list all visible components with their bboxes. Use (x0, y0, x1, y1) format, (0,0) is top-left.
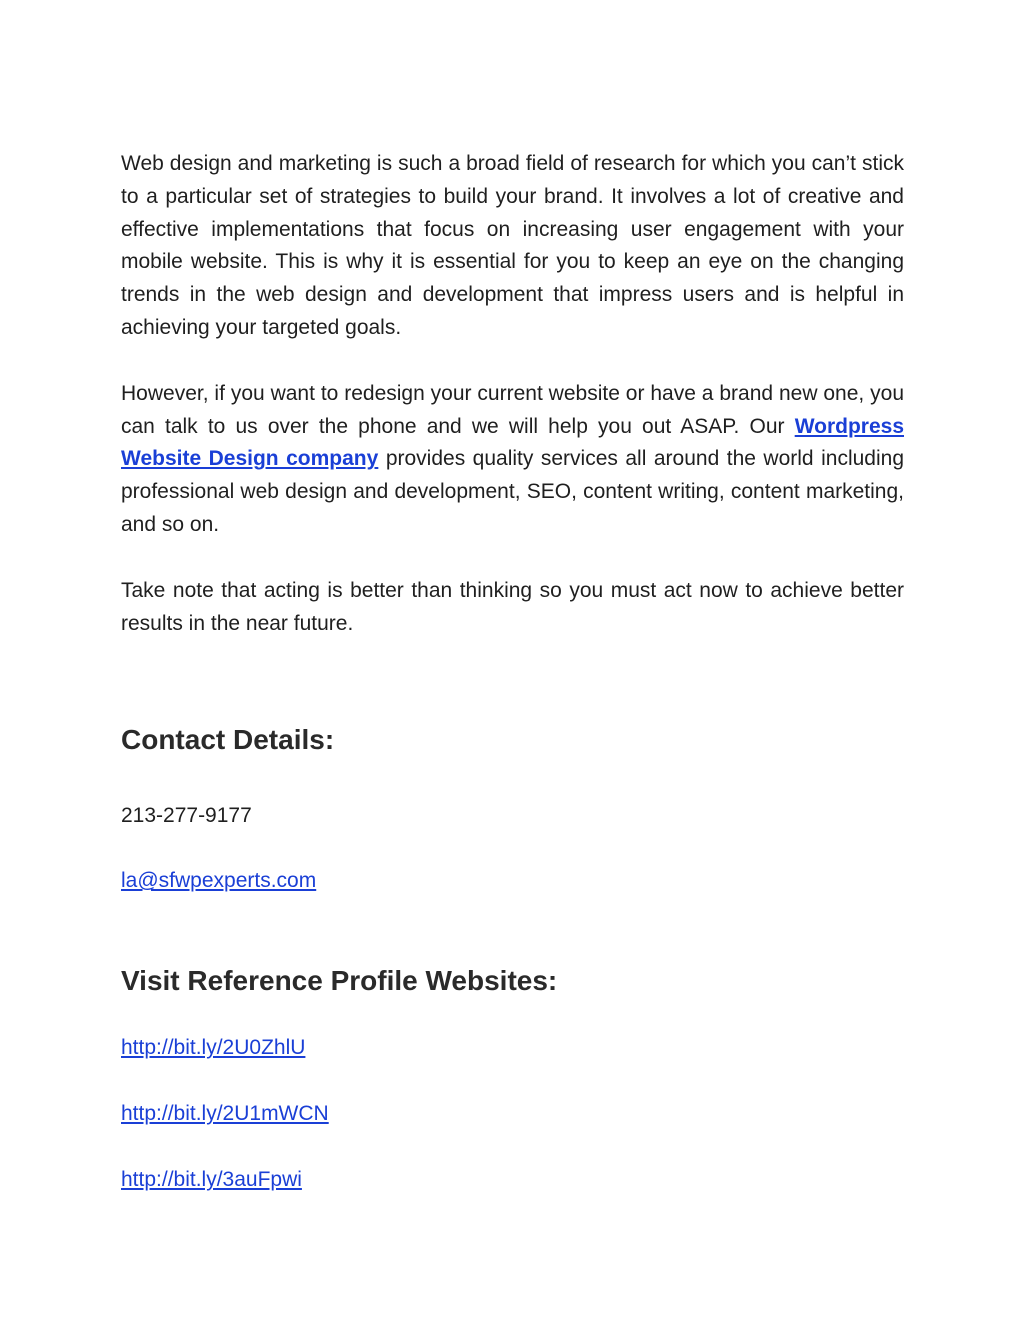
closing-paragraph: Take note that acting is better than thinking so you must act now to achieve better results in the near future. (121, 578, 904, 635)
email-link[interactable]: la@sfwpexperts.com (121, 869, 317, 893)
services-paragraph-text-start: However, if you want to redesign your current website or have a brand new one, you can talk to us over the phone and we will help you out ASAP. Our (121, 381, 904, 438)
services-paragraph (121, 378, 904, 542)
reference-websites-heading: Visit Reference Profile Websites: (121, 965, 558, 997)
reference-link-1[interactable]: http://bit.ly/2U0ZhlU (121, 1036, 306, 1060)
contact-details-heading: Contact Details: (121, 724, 335, 756)
wordpress-design-company-link[interactable]: Wordpress Website Design company (121, 414, 904, 471)
intro-paragraph: Web design and marketing is such a broad field of research for which you can’t stick to a particular set of strategies to build your brand. It involves a lot of creative and effective implementations that focus on increasing user engagement with your mobile website. This is why it is essential for you to keep an eye on the changing trends in the web design and development that impress users and is helpful in achieving your targeted goals. (121, 152, 904, 339)
document-page (121, 148, 904, 1193)
phone-number: 213-277-9177 (121, 804, 252, 828)
reference-link-3[interactable]: http://bit.ly/3auFpwi (121, 1168, 302, 1192)
reference-link-2[interactable]: http://bit.ly/2U1mWCN (121, 1102, 329, 1126)
services-paragraph-text-end: provides quality services all around the world including professional web design and development, SEO, content writing, content marketing, and so on. (121, 447, 904, 536)
